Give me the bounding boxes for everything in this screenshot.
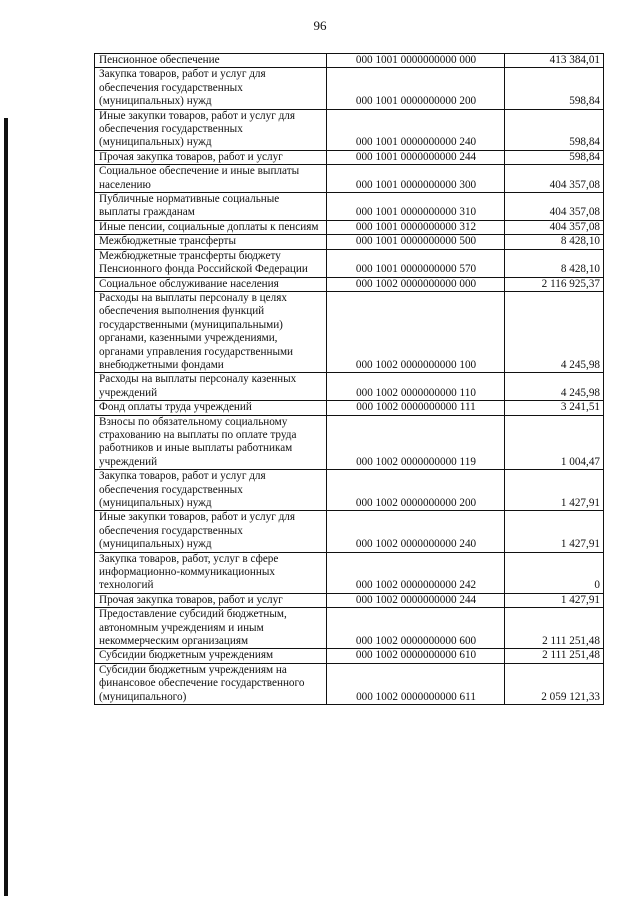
row-name-cell: Прочая закупка товаров, работ и услуг xyxy=(95,150,327,164)
row-code-cell: 000 1001 0000000000 200 xyxy=(327,68,505,109)
row-amount-cell: 413 384,01 xyxy=(505,54,604,68)
row-amount-cell: 4 245,98 xyxy=(505,373,604,401)
table-row xyxy=(95,249,604,277)
row-code-cell: 000 1001 0000000000 000 xyxy=(327,54,505,68)
table-row xyxy=(95,165,604,193)
row-name-cell: Закупка товаров, работ, услуг в сфере информационно-коммуникационных технологий xyxy=(95,552,327,593)
row-name-cell: Субсидии бюджетным учреждениям xyxy=(95,649,327,663)
row-amount-cell: 1 427,91 xyxy=(505,593,604,607)
row-name-cell: Фонд оплаты труда учреждений xyxy=(95,401,327,415)
table-row xyxy=(95,552,604,593)
row-amount-cell: 598,84 xyxy=(505,150,604,164)
row-amount-cell: 598,84 xyxy=(505,109,604,150)
table-row xyxy=(95,235,604,249)
table-row xyxy=(95,511,604,552)
scan-edge-mark xyxy=(4,118,8,896)
table-row xyxy=(95,68,604,109)
row-amount-cell: 4 245,98 xyxy=(505,291,604,372)
row-amount-cell: 404 357,08 xyxy=(505,220,604,234)
row-name-cell: Прочая закупка товаров, работ и услуг xyxy=(95,593,327,607)
row-amount-cell: 404 357,08 xyxy=(505,193,604,221)
row-code-cell: 000 1002 0000000000 000 xyxy=(327,277,505,291)
row-amount-cell: 404 357,08 xyxy=(505,165,604,193)
row-code-cell: 000 1002 0000000000 200 xyxy=(327,470,505,511)
row-code-cell: 000 1001 0000000000 570 xyxy=(327,249,505,277)
row-name-cell: Закупка товаров, работ и услуг для обеспечения государственных (муниципальных) нужд xyxy=(95,68,327,109)
table-row xyxy=(95,593,604,607)
row-name-cell: Иные пенсии, социальные доплаты к пенсиям xyxy=(95,220,327,234)
row-amount-cell: 598,84 xyxy=(505,68,604,109)
row-name-cell: Иные закупки товаров, работ и услуг для обеспечения государственных (муниципальных) нужд xyxy=(95,511,327,552)
row-name-cell: Межбюджетные трансферты бюджету Пенсионного фонда Российской Федерации xyxy=(95,249,327,277)
table-row xyxy=(95,220,604,234)
row-name-cell: Социальное обеспечение и иные выплаты населению xyxy=(95,165,327,193)
row-code-cell: 000 1001 0000000000 240 xyxy=(327,109,505,150)
table-row xyxy=(95,373,604,401)
row-code-cell: 000 1001 0000000000 312 xyxy=(327,220,505,234)
row-code-cell: 000 1001 0000000000 500 xyxy=(327,235,505,249)
row-code-cell: 000 1002 0000000000 110 xyxy=(327,373,505,401)
row-code-cell: 000 1002 0000000000 611 xyxy=(327,663,505,704)
row-code-cell: 000 1002 0000000000 242 xyxy=(327,552,505,593)
row-name-cell: Иные закупки товаров, работ и услуг для обеспечения государственных (муниципальных) нужд xyxy=(95,109,327,150)
row-amount-cell: 1 427,91 xyxy=(505,470,604,511)
row-amount-cell: 8 428,10 xyxy=(505,249,604,277)
row-amount-cell: 2 111 251,48 xyxy=(505,649,604,663)
page-number: 96 xyxy=(313,18,327,33)
row-code-cell: 000 1002 0000000000 600 xyxy=(327,608,505,649)
table-row xyxy=(95,663,604,704)
row-amount-cell: 2 059 121,33 xyxy=(505,663,604,704)
table-row xyxy=(95,470,604,511)
table-row xyxy=(95,54,604,68)
row-name-cell: Закупка товаров, работ и услуг для обеспечения государственных (муниципальных) нужд xyxy=(95,470,327,511)
row-code-cell: 000 1002 0000000000 240 xyxy=(327,511,505,552)
row-code-cell: 000 1002 0000000000 100 xyxy=(327,291,505,372)
row-code-cell: 000 1002 0000000000 119 xyxy=(327,415,505,470)
row-code-cell: 000 1001 0000000000 310 xyxy=(327,193,505,221)
row-code-cell: 000 1002 0000000000 244 xyxy=(327,593,505,607)
row-code-cell: 000 1001 0000000000 244 xyxy=(327,150,505,164)
row-amount-cell: 2 116 925,37 xyxy=(505,277,604,291)
row-amount-cell: 8 428,10 xyxy=(505,235,604,249)
row-code-cell: 000 1002 0000000000 111 xyxy=(327,401,505,415)
row-amount-cell: 2 111 251,48 xyxy=(505,608,604,649)
row-name-cell: Взносы по обязательному социальному страхованию на выплаты по оплате труда работников и иные выплаты работникам учреждений xyxy=(95,415,327,470)
row-code-cell: 000 1001 0000000000 300 xyxy=(327,165,505,193)
table-row xyxy=(95,193,604,221)
row-amount-cell: 1 427,91 xyxy=(505,511,604,552)
row-amount-cell: 1 004,47 xyxy=(505,415,604,470)
table-row xyxy=(95,109,604,150)
row-name-cell: Расходы на выплаты персоналу казенных учреждений xyxy=(95,373,327,401)
table-row xyxy=(95,150,604,164)
row-amount-cell: 3 241,51 xyxy=(505,401,604,415)
table-row xyxy=(95,415,604,470)
row-name-cell: Расходы на выплаты персоналу в целях обеспечения выполнения функций государственными (муниципальными) органами, казенными учреждениями, органами управления государственными внебюджетными фондами xyxy=(95,291,327,372)
table-row xyxy=(95,608,604,649)
table-row xyxy=(95,291,604,372)
row-name-cell: Социальное обслуживание населения xyxy=(95,277,327,291)
row-amount-cell: 0 xyxy=(505,552,604,593)
row-name-cell: Пенсионное обеспечение xyxy=(95,54,327,68)
row-name-cell: Публичные нормативные социальные выплаты гражданам xyxy=(95,193,327,221)
row-name-cell: Межбюджетные трансферты xyxy=(95,235,327,249)
table-row xyxy=(95,277,604,291)
budget-table xyxy=(94,53,604,705)
table-row xyxy=(95,401,604,415)
row-name-cell: Предоставление субсидий бюджетным, автономным учреждениям и иным некоммерческим организациям xyxy=(95,608,327,649)
table-row xyxy=(95,649,604,663)
row-name-cell: Субсидии бюджетным учреждениям на финансовое обеспечение государственного (муниципального) xyxy=(95,663,327,704)
row-code-cell: 000 1002 0000000000 610 xyxy=(327,649,505,663)
